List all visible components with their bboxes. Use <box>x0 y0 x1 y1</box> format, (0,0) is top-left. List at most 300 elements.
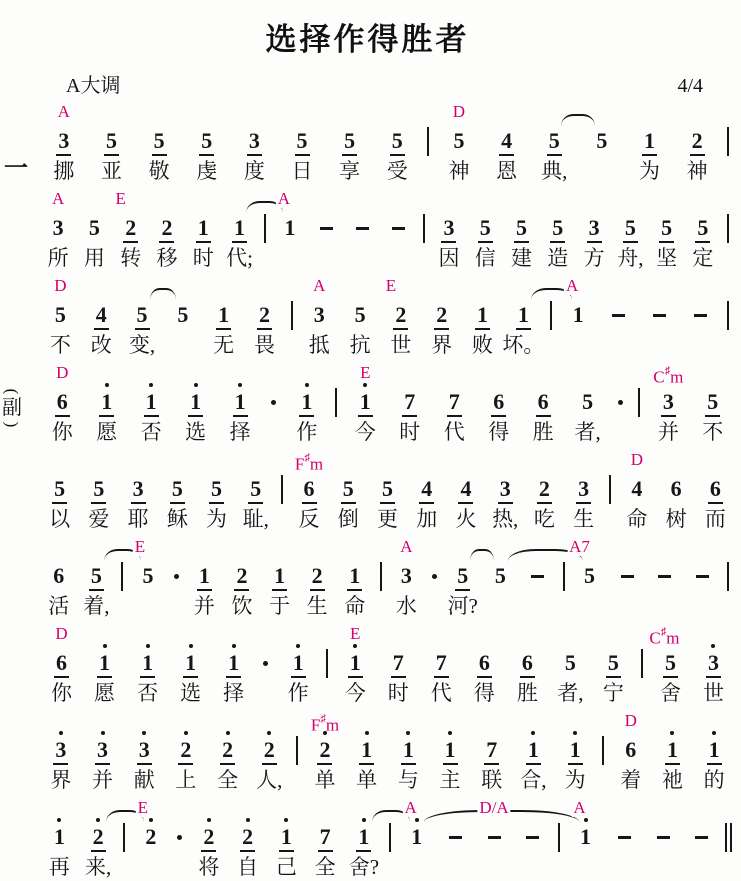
note-number: 7 <box>434 650 449 678</box>
lyric-syllable: 火 <box>455 507 477 531</box>
lyric-syllable: 者, <box>557 681 584 705</box>
note-column <box>40 102 88 185</box>
lyric-syllable: 愿 <box>96 420 118 444</box>
note-number: 1 <box>140 650 155 678</box>
note-column <box>388 729 430 794</box>
augmentation-dot-icon <box>167 555 186 620</box>
note-column <box>212 642 255 707</box>
bracket-close-icon: ) <box>2 421 22 428</box>
chord-label: F♯m <box>310 713 340 735</box>
duration-dash-icon <box>682 816 721 881</box>
lyric-syllable: 命 <box>626 507 648 531</box>
note-glyph <box>342 120 357 157</box>
note-glyph <box>550 207 565 244</box>
lyric-syllable: 得 <box>488 420 510 444</box>
note-column <box>435 102 483 185</box>
note-number: 5 <box>564 650 576 675</box>
note-number: 5 <box>663 650 678 678</box>
chord-label: E <box>385 276 397 295</box>
note-number: 2 <box>234 563 249 591</box>
note-glyph <box>296 729 298 766</box>
note-number: 1 <box>188 389 203 417</box>
note-column <box>267 816 306 881</box>
lyric-syllable: 无 <box>213 333 235 357</box>
chord-label: E <box>137 798 149 817</box>
octave-dot-icon <box>353 642 357 650</box>
note-column <box>530 120 578 185</box>
note-number: 2 <box>393 302 408 330</box>
note-glyph <box>272 555 287 592</box>
note-number: 5 <box>342 128 357 156</box>
note-glyph <box>51 207 66 244</box>
octave-dot-icon <box>406 729 410 737</box>
note-number: 6 <box>520 650 535 678</box>
note-glyph <box>391 642 406 679</box>
note-glyph <box>137 729 152 766</box>
octave-dot-icon <box>362 816 366 824</box>
note-glyph <box>609 468 611 505</box>
note-number: 7 <box>402 389 417 417</box>
duration-dash-icon <box>608 555 646 620</box>
note-glyph <box>612 294 625 331</box>
lyric-syllable: 转 <box>120 246 142 270</box>
tie-arc-icon <box>470 549 494 561</box>
note-number: 1 <box>572 302 584 327</box>
note-column <box>278 120 326 185</box>
note-glyph <box>52 468 67 505</box>
duration-dash-icon <box>646 555 684 620</box>
note-column <box>81 294 122 359</box>
note-glyph <box>725 816 732 853</box>
lyric-syllable: 稣 <box>166 507 188 531</box>
note-glyph <box>220 729 235 766</box>
note-glyph <box>434 294 449 331</box>
song-title: 选择作得胜者 <box>265 22 470 57</box>
note-glyph <box>281 468 283 505</box>
note-glyph <box>95 729 110 766</box>
bracket-open-icon: ( <box>2 388 22 395</box>
note-column <box>646 365 690 446</box>
lyric-syllable: 所 <box>47 246 69 270</box>
chord-label: A <box>277 189 290 208</box>
lyric-syllable: 树 <box>665 507 687 531</box>
note-glyph <box>140 555 155 592</box>
note-glyph <box>131 468 146 505</box>
note-glyph <box>347 555 362 592</box>
note-column <box>122 294 163 359</box>
note-column <box>197 468 236 533</box>
octave-dot-icon <box>365 729 369 737</box>
duration-dash-icon <box>344 207 380 272</box>
octave-dot-icon <box>59 729 63 737</box>
octave-dot-icon <box>296 642 300 650</box>
lyric-syllable: 神 <box>686 159 708 183</box>
augmentation-dot-icon <box>255 642 277 707</box>
chord-label: A <box>573 798 586 817</box>
note-column <box>169 642 212 707</box>
note-number: 6 <box>708 476 723 504</box>
lyric-syllable: 享 <box>339 159 361 183</box>
note-column <box>299 276 340 359</box>
note-column <box>165 729 207 794</box>
note-glyph <box>478 207 493 244</box>
note-number: 5 <box>91 476 106 504</box>
lyric-syllable: 抵 <box>308 333 330 357</box>
note-glyph <box>695 207 710 244</box>
note-glyph <box>140 642 155 679</box>
note-column <box>592 642 635 707</box>
note-glyph <box>299 381 314 418</box>
note-column <box>207 729 249 794</box>
note-glyph <box>705 381 720 418</box>
lyric-syllable: 合, <box>520 768 547 792</box>
lyric-syllable: 耻, <box>242 507 269 531</box>
note-number: 6 <box>536 389 551 417</box>
note-glyph <box>188 381 203 418</box>
lyric-syllable: 倒 <box>337 507 359 531</box>
note-glyph <box>56 120 71 157</box>
note-number: 2 <box>262 737 277 765</box>
lyric-syllable: 否 <box>137 681 159 705</box>
duration-dash-icon <box>475 798 514 881</box>
music-system <box>40 276 735 359</box>
note-number: 1 <box>99 389 114 417</box>
chorus-marker <box>2 387 22 429</box>
note-glyph <box>216 294 231 331</box>
lyric-syllable: 敬 <box>148 159 170 183</box>
octave-dot-icon <box>101 729 105 737</box>
lyric-syllable: 饮 <box>231 594 253 618</box>
note-glyph <box>695 816 708 853</box>
note-number: 4 <box>458 476 473 504</box>
note-column <box>429 729 471 794</box>
note-number: 5 <box>354 302 366 327</box>
note-glyph <box>55 381 70 418</box>
note-glyph <box>537 468 552 505</box>
note-number: 5 <box>89 563 104 591</box>
note-glyph <box>341 468 356 505</box>
note-number: 7 <box>318 824 333 852</box>
barline-icon <box>557 555 571 620</box>
note-glyph <box>279 816 294 853</box>
note-number: 5 <box>199 128 214 156</box>
note-column <box>462 294 503 359</box>
lyric-syllable: 今 <box>354 420 376 444</box>
lyric-syllable: 畏 <box>253 333 275 357</box>
note-glyph <box>318 816 333 853</box>
lyric-syllable: 联 <box>481 768 503 792</box>
lyric-syllable: 世 <box>702 681 724 705</box>
note-glyph <box>356 816 371 853</box>
music-system <box>4 102 735 185</box>
note-column <box>162 294 203 359</box>
note-column <box>326 120 374 185</box>
note-number: 2 <box>178 737 193 765</box>
note-column <box>40 363 84 446</box>
note-number: 1 <box>183 650 198 678</box>
note-glyph <box>594 120 609 157</box>
note-number: 5 <box>455 563 470 591</box>
note-column <box>82 729 124 794</box>
note-number: 1 <box>299 389 314 417</box>
barline-icon <box>721 555 735 620</box>
lyric-syllable: 生 <box>306 594 328 618</box>
note-column <box>40 276 81 359</box>
note-column <box>483 120 531 185</box>
note-glyph <box>291 642 306 679</box>
lyric-syllable: 全 <box>217 768 239 792</box>
note-glyph <box>727 294 729 331</box>
note-column <box>612 207 648 272</box>
barline-icon <box>115 555 129 620</box>
note-number: 2 <box>145 824 157 849</box>
note-glyph <box>571 294 586 331</box>
note-number: 1 <box>233 389 248 417</box>
note-glyph <box>201 816 216 853</box>
note-glyph <box>707 729 722 766</box>
note-number: 3 <box>52 215 64 240</box>
note-column <box>261 555 299 620</box>
chord-label: A <box>400 537 413 556</box>
note-glyph <box>91 468 106 505</box>
note-glyph <box>443 729 458 766</box>
chord-label: A <box>57 102 70 121</box>
note-number: 1 <box>226 650 241 678</box>
note-glyph <box>399 555 414 592</box>
note-glyph <box>97 642 112 679</box>
duration-dash-icon <box>513 816 552 881</box>
note-glyph <box>170 468 185 505</box>
music-system <box>40 450 735 533</box>
note-glyph <box>53 294 68 331</box>
key-signature: A大调 <box>66 75 121 97</box>
note-glyph <box>232 207 247 244</box>
lyric-syllable: 己 <box>275 855 297 879</box>
duration-dash-icon <box>308 207 344 272</box>
note-column <box>236 468 275 533</box>
note-glyph <box>447 381 462 418</box>
final-barline-icon <box>721 816 735 881</box>
note-glyph <box>175 294 190 331</box>
note-number: 5 <box>453 128 465 153</box>
note-number: 5 <box>547 128 562 156</box>
octave-dot-icon <box>238 381 242 389</box>
lyric-syllable: 败 <box>472 333 494 357</box>
octave-dot-icon <box>584 816 588 824</box>
note-glyph <box>335 381 337 418</box>
lyric-syllable: 选 <box>180 681 202 705</box>
note-number: 1 <box>291 650 306 678</box>
note-glyph <box>618 816 631 853</box>
note-number: 2 <box>434 302 449 330</box>
note-number: 3 <box>400 563 412 588</box>
note-glyph <box>226 642 241 679</box>
note-number: 1 <box>401 737 416 765</box>
chord-label: A <box>313 276 326 295</box>
lyric-syllable: 典, <box>541 159 568 183</box>
note-number: 6 <box>625 737 637 762</box>
tie-arc-icon <box>150 288 176 300</box>
note-column <box>185 207 221 272</box>
note-number: 1 <box>53 824 65 849</box>
note-glyph <box>135 294 150 331</box>
note-number: 1 <box>359 737 374 765</box>
lyric-syllable: 来, <box>84 855 112 879</box>
note-glyph <box>587 207 602 244</box>
note-glyph <box>234 555 249 592</box>
note-glyph <box>434 642 449 679</box>
note-number: 1 <box>232 215 247 243</box>
note-glyph <box>653 294 666 331</box>
note-glyph <box>568 729 583 766</box>
note-number: 1 <box>347 563 362 591</box>
barline-icon <box>329 381 343 446</box>
note-column <box>88 120 136 185</box>
note-column <box>78 555 116 620</box>
note-number: 2 <box>159 215 174 243</box>
note-glyph <box>358 381 373 418</box>
note-number: 2 <box>257 302 272 330</box>
lyric-syllable: 今 <box>344 681 366 705</box>
note-number: 2 <box>91 824 106 852</box>
note-column <box>569 537 609 620</box>
note-glyph <box>393 294 408 331</box>
note-column <box>576 207 612 272</box>
lyric-syllable: 坚 <box>656 246 678 270</box>
note-number: 1 <box>665 737 680 765</box>
lyric-syllable: 亚 <box>100 159 122 183</box>
note-number: 3 <box>131 476 146 504</box>
note-number: 1 <box>642 128 657 156</box>
lyric-syllable: 而 <box>704 507 726 531</box>
note-glyph <box>642 120 657 157</box>
note-column <box>377 642 420 707</box>
note-number: 6 <box>670 476 682 501</box>
note-column <box>126 642 169 707</box>
lyric-syllable: 胜 <box>532 420 554 444</box>
chord-label: D/A <box>479 798 509 817</box>
note-column <box>158 468 197 533</box>
note-column <box>554 729 596 794</box>
note-glyph <box>310 555 325 592</box>
lyric-syllable: 时 <box>387 681 409 705</box>
note-glyph <box>271 381 276 418</box>
lyric-syllable: 变, <box>128 333 156 357</box>
octave-dot-icon <box>573 729 577 737</box>
octave-dot-icon <box>189 642 193 650</box>
lyric-syllable: 为 <box>639 159 660 183</box>
lyric-syllable: 你 <box>51 420 73 444</box>
lyric-syllable: 作 <box>287 681 309 705</box>
note-column <box>482 555 520 620</box>
note-column <box>564 468 603 533</box>
note-glyph <box>353 294 368 331</box>
octave-dot-icon <box>105 381 109 389</box>
lyric-syllable: 选 <box>185 420 207 444</box>
note-column <box>692 642 735 707</box>
lyric-syllable: 时 <box>192 246 214 270</box>
octave-dot-icon <box>531 729 535 737</box>
note-glyph <box>359 729 374 766</box>
note-column <box>696 468 735 533</box>
duration-dash-icon <box>436 816 475 881</box>
music-system <box>40 798 735 881</box>
note-glyph <box>390 120 405 157</box>
lyric-syllable: 着, <box>83 594 110 618</box>
lyric-syllable: 为 <box>564 768 586 792</box>
octave-dot-icon <box>149 816 153 824</box>
note-column <box>467 207 503 272</box>
note-column <box>649 626 692 707</box>
note-glyph <box>209 468 224 505</box>
note-number: 2 <box>537 476 552 504</box>
note-number: 5 <box>295 128 310 156</box>
note-column <box>228 816 267 881</box>
note-glyph <box>320 207 333 244</box>
duration-dash-icon <box>680 294 721 359</box>
note-column <box>186 555 224 620</box>
note-number: 6 <box>491 389 506 417</box>
score-meta <box>66 69 703 98</box>
measure-row <box>40 189 735 272</box>
note-number: 5 <box>695 215 710 243</box>
note-glyph <box>152 120 167 157</box>
note-glyph <box>312 294 327 331</box>
chord-label: D <box>624 711 637 730</box>
note-glyph <box>295 120 310 157</box>
note-column <box>149 207 185 272</box>
note-number: 5 <box>380 476 395 504</box>
lyric-syllable: 舍? <box>348 855 380 879</box>
note-number: 3 <box>661 389 676 417</box>
note-glyph <box>104 120 119 157</box>
lyric-syllable: 水 <box>395 594 417 618</box>
note-number: 3 <box>587 215 602 243</box>
barline-icon <box>320 642 334 707</box>
note-glyph <box>580 381 595 418</box>
barline-icon <box>721 294 735 359</box>
note-glyph <box>659 207 674 244</box>
note-column <box>346 729 388 794</box>
note-glyph <box>493 555 508 592</box>
octave-dot-icon <box>448 729 452 737</box>
note-number: 1 <box>272 563 287 591</box>
note-glyph <box>247 120 262 157</box>
lyric-syllable: 你 <box>51 681 73 705</box>
barline-icon <box>635 642 649 707</box>
note-glyph <box>618 381 623 418</box>
note-glyph <box>91 816 106 853</box>
note-number: 4 <box>631 476 643 501</box>
note-column <box>113 189 149 272</box>
note-glyph <box>582 555 597 592</box>
note-glyph <box>669 468 684 505</box>
lyric-syllable: 建 <box>511 246 533 270</box>
note-number: 5 <box>170 476 185 504</box>
note-column <box>657 468 696 533</box>
note-column <box>446 468 485 533</box>
lyric-syllable: 以 <box>49 507 71 531</box>
note-column <box>388 537 426 620</box>
note-column <box>40 555 78 620</box>
note-number: 7 <box>447 389 462 417</box>
note-glyph <box>233 381 248 418</box>
note-glyph <box>240 816 255 853</box>
note-column <box>421 294 462 359</box>
note-number: 5 <box>104 128 119 156</box>
note-number: 1 <box>516 302 531 330</box>
lyric-syllable: 的 <box>703 768 725 792</box>
